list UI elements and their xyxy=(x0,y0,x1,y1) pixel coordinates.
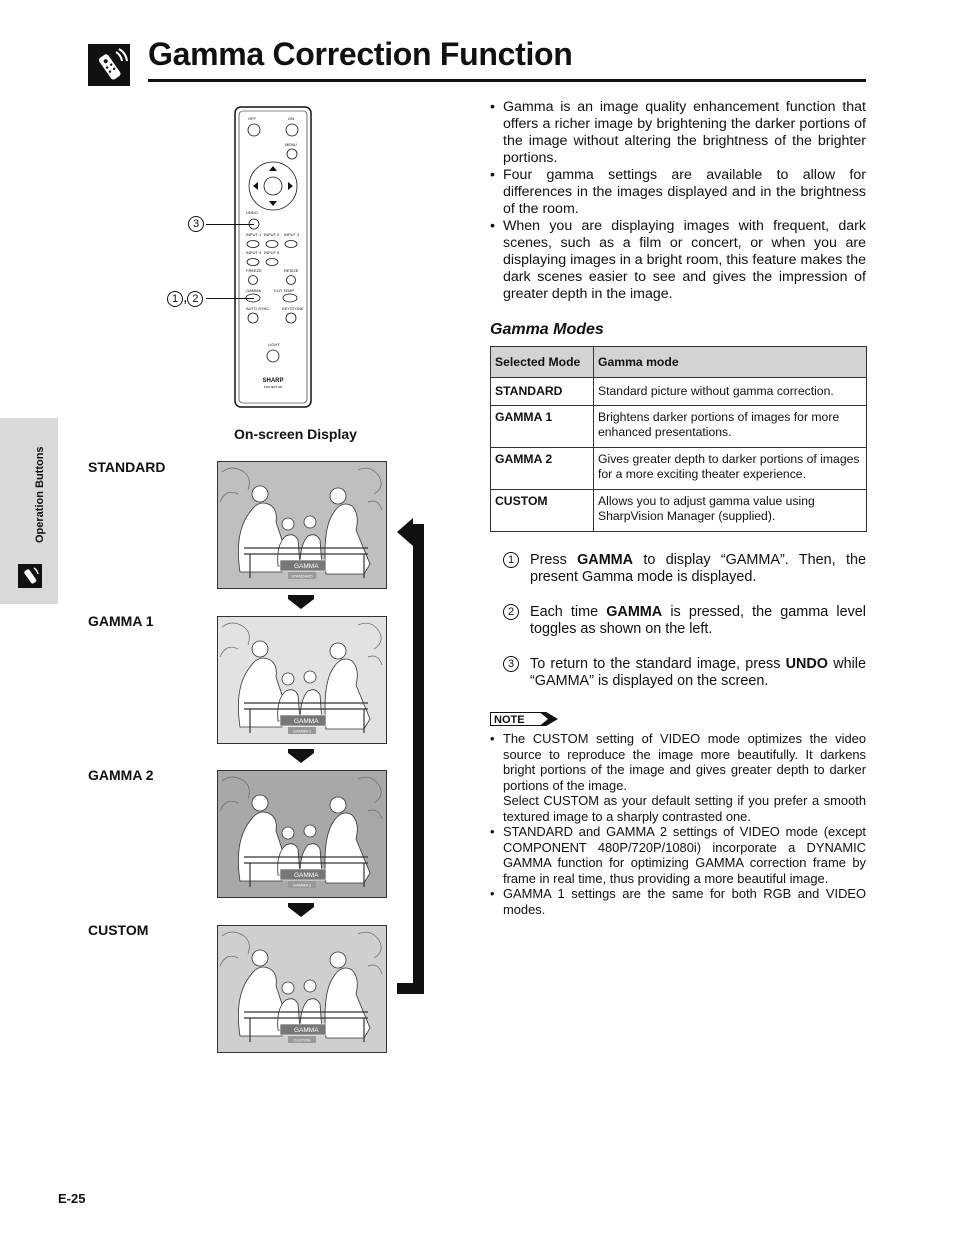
step-number: 3 xyxy=(503,656,519,672)
remote-off-label: OFF xyxy=(248,116,256,121)
remote-control-illustration xyxy=(234,106,312,408)
intro-bullet: • When you are displaying images with frequent, dark scenes, such as a film or concert, or when you are displaying images in a bright room, this feature makes the dark scenes easier to see and gives the impression of greater depth in the image. xyxy=(490,218,866,303)
osd-gamma-label: GAMMA xyxy=(294,872,319,879)
osd-mode-label: GAMMA 2 xyxy=(292,882,312,888)
remote-gamma-label: GAMMA xyxy=(246,288,262,293)
gamma-modes-heading: Gamma Modes xyxy=(490,321,604,338)
osd-gamma-label: GAMMA xyxy=(294,563,319,570)
gamma-modes-table xyxy=(490,346,867,532)
intro-bullet: • Four gamma settings are available to allow for differences in the images displayed and in the brightness of the room. xyxy=(490,167,866,218)
page-title: Gamma Correction Function xyxy=(148,36,573,72)
note-badge xyxy=(490,712,558,726)
table-cell-mode: CUSTOM xyxy=(491,490,594,532)
note-item: • STANDARD and GAMMA 2 settings of VIDEO mode (except COMPONENT 480P/720P/1080i) incorporate a DYNAMIC GAMMA function for optimizing GAMMA correction frame by frame in real time, thus providing a more beautiful image. xyxy=(490,824,866,886)
note-label: NOTE xyxy=(494,714,525,726)
remote-menu-button xyxy=(287,149,297,159)
table-header-cell: Gamma mode xyxy=(594,347,867,378)
onscreen-image-standard xyxy=(217,461,387,589)
remote-control-icon xyxy=(88,44,130,86)
remote-resize-label: RESIZE xyxy=(284,268,299,273)
intro-bullet: • Gamma is an image quality enhancement function that offers a richer image by brightening the darker portions of the image without altering the brightness of the brighter portions. xyxy=(490,99,866,167)
onscreen-image-gamma2 xyxy=(217,770,387,898)
callout-gamma-line xyxy=(206,298,254,299)
remote-clr-temp-label: CLR TEMP xyxy=(274,288,295,293)
remote-sub: PROJECTOR xyxy=(263,385,283,389)
table-row xyxy=(491,406,867,448)
remote-input4-label: INPUT 4 xyxy=(246,250,262,255)
osd-mode-label: STANDARD xyxy=(291,573,313,579)
step-1: 1 Press GAMMA to display “GAMMA”. Then, the present Gamma mode is displayed. xyxy=(503,552,866,586)
osd-gamma-label: GAMMA xyxy=(294,1027,319,1034)
callout-undo-line xyxy=(206,224,254,225)
section-side-label: Operation Buttons xyxy=(34,446,46,543)
table-cell-mode: GAMMA 1 xyxy=(491,406,594,448)
remote-enter-button xyxy=(264,177,282,195)
onscreen-image-custom xyxy=(217,925,387,1053)
osd-gamma-label: GAMMA xyxy=(294,718,319,725)
note-item: • GAMMA 1 settings are the same for both RGB and VIDEO modes. xyxy=(490,886,866,917)
table-row xyxy=(491,490,867,532)
table-row xyxy=(491,378,867,406)
remote-auto-sync-label: AUTO SYNC xyxy=(246,306,270,311)
table-cell-desc: Standard picture without gamma correction. xyxy=(594,378,867,406)
table-cell-mode: STANDARD xyxy=(491,378,594,406)
remote-undo-label: UNDO xyxy=(246,210,258,215)
shot-label-custom: CUSTOM xyxy=(88,922,149,938)
table-cell-desc: Gives greater depth to darker portions of images for a more exciting theater experience. xyxy=(594,448,867,490)
shot-label-gamma2: GAMMA 2 xyxy=(88,767,154,783)
note-list xyxy=(490,731,866,917)
table-row xyxy=(491,448,867,490)
down-arrow-icon xyxy=(288,749,314,763)
intro-bullets xyxy=(490,99,866,303)
onscreen-image-gamma1 xyxy=(217,616,387,744)
shot-label-standard: STANDARD xyxy=(88,459,166,475)
step-3: 3 To return to the standard image, press UNDO while “GAMMA” is displayed on the screen. xyxy=(503,656,866,690)
remote-light-button xyxy=(267,350,279,362)
remote-input2-label: INPUT 2 xyxy=(264,232,280,237)
remote-off-button xyxy=(248,124,260,136)
return-loop-arrow-icon xyxy=(395,518,429,996)
table-header-cell: Selected Mode xyxy=(491,347,594,378)
remote-input1-label: INPUT 1 xyxy=(246,232,262,237)
remote-light-label: LIGHT xyxy=(268,342,280,347)
step-2: 2 Each time GAMMA is pressed, the gamma level toggles as shown on the left. xyxy=(503,604,866,638)
table-cell-mode: GAMMA 2 xyxy=(491,448,594,490)
table-header-row xyxy=(491,347,867,378)
shot-label-gamma1: GAMMA 1 xyxy=(88,613,154,629)
down-arrow-icon xyxy=(288,595,314,609)
step-number: 2 xyxy=(503,604,519,620)
note-item: • The CUSTOM setting of VIDEO mode optimizes the video source to reproduce the image more beautifully. It darkens bright portions of the image and gives greater depth to darker portions of the image. Select CUSTOM as your default setting if you prefer a smooth textured image to a sharply contrasted one. xyxy=(490,731,866,824)
remote-menu-label: MENU xyxy=(285,142,297,147)
onscreen-display-title: On-screen Display xyxy=(234,426,357,442)
table-cell-desc: Allows you to adjust gamma value using SharpVision Manager (supplied). xyxy=(594,490,867,532)
remote-on-button xyxy=(286,124,298,136)
remote-brand: SHARP xyxy=(262,378,284,384)
osd-mode-label: CUSTOM xyxy=(293,1037,311,1043)
step-number: 1 xyxy=(503,552,519,568)
page-number: E-25 xyxy=(58,1191,86,1206)
osd-mode-label: GAMMA 1 xyxy=(292,728,312,734)
remote-keystone-label: KEYSTONE xyxy=(282,306,304,311)
remote-freeze-label: FREEZE xyxy=(246,268,262,273)
down-arrow-icon xyxy=(288,903,314,917)
remote-input5-label: INPUT 5 xyxy=(264,250,280,255)
remote-on-label: ON xyxy=(288,116,294,121)
callout-undo: 3 xyxy=(188,214,204,232)
title-rule xyxy=(148,79,866,82)
remote-input3-label: INPUT 3 xyxy=(284,232,300,237)
callout-gamma: 1 , 2 xyxy=(167,289,203,307)
table-cell-desc: Brightens darker portions of images for more enhanced presentations. xyxy=(594,406,867,448)
remote-control-icon xyxy=(18,564,42,588)
